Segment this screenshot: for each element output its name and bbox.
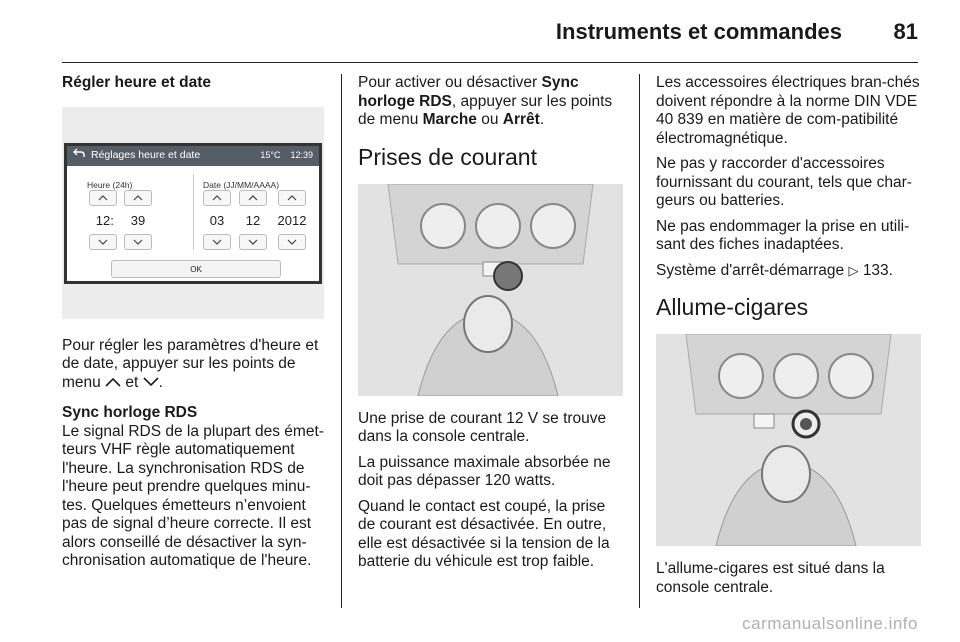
screen-title-bar <box>67 146 319 166</box>
minute-up-button[interactable] <box>124 190 152 206</box>
year-up-button[interactable] <box>278 190 306 206</box>
text: Système d'arrêt-démarrage <box>656 261 845 279</box>
paragraph: Les accessoires électriques bran-chés doivent répondre à la norme DIN VDE 40 839 en matière de com-patibilité électromagnétique. <box>656 74 920 147</box>
paragraph: Une prise de courant 12 V se trouve dans la console centrale. <box>358 409 607 445</box>
menu-term: Sync horloge RDS <box>358 74 579 110</box>
paragraph: L'allume-cigares est situé dans la console centrale. <box>656 560 885 596</box>
chevron-up-icon <box>287 195 297 201</box>
screen-title: Réglages heure et date <box>91 149 201 162</box>
screen-temperature: 15°C <box>260 150 281 161</box>
page-header <box>0 0 960 64</box>
subheading: Sync horloge RDS <box>62 404 198 421</box>
text: Pour régler les paramètres d'heure et de date, appuyer sur les points de menu <box>62 336 319 391</box>
section-title: Instruments et commandes <box>555 19 842 44</box>
chevron-down-icon <box>133 239 143 245</box>
chevron-up-icon <box>105 377 121 387</box>
paragraph <box>656 262 921 281</box>
chevron-down-icon <box>98 239 108 245</box>
minute-down-button[interactable] <box>124 234 152 250</box>
hour-value: 12 <box>95 212 111 228</box>
paragraph <box>62 337 324 393</box>
console-illustration <box>656 334 921 546</box>
paragraph: Le signal RDS de la plupart des émet-teurs VHF règle automatiquement l'heure. La synchronisation RDS de l'heure peut prendre quelques minu-tes. Quelques émetteurs n’envoient pas de signal d’heure correcte. Il est alors conseillé de désactiver la syn-chronisation automatique de l'heure. <box>62 422 324 569</box>
chevron-up-icon <box>212 195 222 201</box>
page-number: 81 <box>893 19 918 44</box>
chevron-down-icon <box>143 377 159 387</box>
header-rule <box>62 62 918 63</box>
menu-term: Marche <box>422 111 477 128</box>
watermark: carmanualsonline.info <box>742 614 918 633</box>
year-down-button[interactable] <box>278 234 306 250</box>
hour-down-button[interactable] <box>89 234 117 250</box>
section-heading: Régler heure et date <box>62 74 212 91</box>
minute-value: 39 <box>130 212 146 228</box>
month-value: 12 <box>245 212 261 228</box>
column-divider-2 <box>639 74 640 608</box>
infotainment-screen <box>64 143 322 284</box>
screen-illustration <box>62 107 324 319</box>
year-value: 2012 <box>277 212 307 228</box>
text: et <box>125 373 139 391</box>
chevron-up-icon <box>98 195 108 201</box>
paragraph: La puissance maximale absorbée ne doit pas dépasser 120 watts. <box>358 453 611 489</box>
text: Pour activer ou désactiver <box>358 74 538 91</box>
section-heading: Prises de courant <box>358 143 537 170</box>
day-value: 03 <box>209 212 225 228</box>
page-reference-link[interactable]: 133. <box>862 261 893 279</box>
date-group-label: Date (JJ/MM/AAAA) <box>203 179 280 190</box>
screen-clock: 12:39 <box>290 150 313 161</box>
month-up-button[interactable] <box>239 190 267 206</box>
text: . <box>539 111 545 128</box>
power-outlet-photo <box>358 184 623 396</box>
back-icon <box>73 146 85 165</box>
column-1 <box>62 74 324 578</box>
day-up-button[interactable] <box>203 190 231 206</box>
text: , appuyer sur les points de menu <box>358 92 613 128</box>
cigarette-lighter-photo <box>656 334 921 546</box>
day-down-button[interactable] <box>203 234 231 250</box>
time-separator: : <box>110 212 114 228</box>
hour-up-button[interactable] <box>89 190 117 206</box>
section-heading: Allume-cigares <box>656 294 809 320</box>
chevron-up-icon <box>133 195 143 201</box>
text: . <box>158 373 163 391</box>
column-3 <box>656 74 921 604</box>
paragraph: Ne pas endommager la prise en utili-sant des fiches inadaptées. <box>656 217 910 253</box>
chevron-down-icon <box>287 239 297 245</box>
time-group-label: Heure (24h) <box>87 179 133 190</box>
text: ou <box>481 111 499 128</box>
console-illustration <box>358 184 623 396</box>
chevron-down-icon <box>212 239 222 245</box>
arrow-icon: ▷ <box>848 262 859 278</box>
column-2 <box>358 74 623 579</box>
paragraph: Quand le contact est coupé, la prise de courant est désactivée. En outre, elle est désactivée si la tension de la batterie du véhicule est trop faible. <box>358 497 610 570</box>
ok-button[interactable]: OK <box>111 260 281 278</box>
menu-term: Arrêt <box>502 111 540 128</box>
chevron-up-icon <box>248 195 258 201</box>
paragraph: Ne pas y raccorder d'accessoires fournissant du courant, tels que char-geurs ou batteries. <box>656 155 912 209</box>
month-down-button[interactable] <box>239 234 267 250</box>
column-divider-1 <box>341 74 342 608</box>
screen-separator <box>193 174 194 250</box>
chevron-down-icon <box>248 239 258 245</box>
paragraph <box>358 74 623 130</box>
